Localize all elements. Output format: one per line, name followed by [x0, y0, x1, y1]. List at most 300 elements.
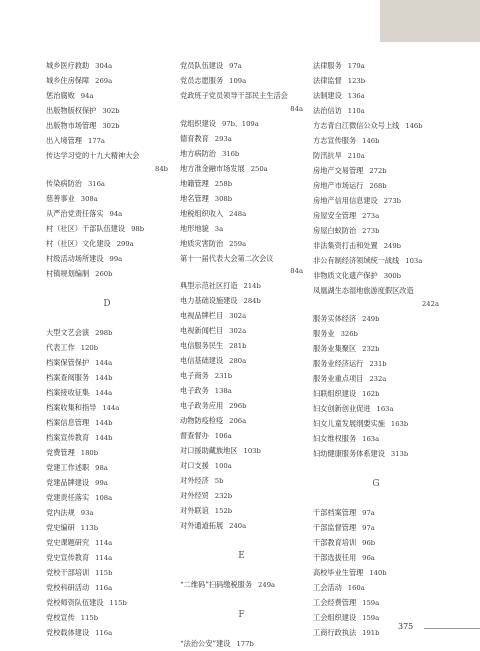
- entry-page-ref: 302b: [102, 107, 120, 115]
- entry-page-ref: 144a: [95, 358, 113, 367]
- entry-term: 电子政务应用: [180, 401, 224, 411]
- entry-term: 工会活动: [313, 582, 342, 592]
- index-entry: [313, 552, 375, 564]
- entry-term: 城乡住房保障: [46, 76, 90, 85]
- entry-term: 档案查阅服务: [46, 372, 90, 382]
- entry-term: 党员志愿服务: [180, 76, 224, 85]
- index-entry: [180, 133, 232, 145]
- entry-page-ref: 159a: [362, 598, 380, 607]
- entry-page-ref: 163b: [390, 419, 409, 428]
- entry-term: 党建品牌建设: [46, 477, 90, 487]
- index-entry: [313, 612, 379, 624]
- entry-term: 村（社区）文化建设: [46, 238, 111, 248]
- index-entry: [180, 280, 261, 292]
- index-entry: [46, 372, 112, 384]
- entry-page-ref: 214b: [243, 282, 261, 291]
- index-entry: [313, 373, 386, 385]
- entry-page-ref: 144a: [102, 403, 120, 412]
- section-letter: D: [103, 298, 111, 309]
- entry-term: 档案收集和指导: [46, 402, 97, 412]
- entry-page-ref: 248a: [229, 209, 247, 218]
- index-entry: [46, 612, 98, 624]
- entry-page-ref: 302a: [229, 312, 247, 321]
- entry-term: 电子政务: [180, 386, 209, 396]
- entry-page-ref: 231b: [214, 372, 233, 381]
- index-entry: [46, 208, 122, 220]
- entry-page-ref: 300b: [383, 272, 402, 280]
- index-entry: [46, 178, 105, 190]
- index-entry: [313, 165, 387, 177]
- entry-page-ref: 100a: [214, 462, 232, 471]
- entry-term: 惩治腐败: [46, 91, 75, 100]
- index-entry: [313, 448, 408, 460]
- entry-page-ref: 273a: [362, 212, 380, 220]
- entry-term: 电视品牌栏目: [180, 311, 224, 321]
- entry-term: 凤凰湖生态湿地旅游度假区改造: [313, 286, 414, 295]
- index-entry: [180, 355, 246, 367]
- entry-page-ref: 308b: [214, 194, 233, 203]
- entry-page-ref: 273b: [362, 227, 380, 235]
- entry-term: 非物质文化遗产保护: [313, 271, 378, 280]
- entry-page-ref: 96a: [362, 553, 375, 562]
- entry-page-ref: 299a: [116, 239, 134, 248]
- entry-page-ref: 84b: [155, 164, 168, 173]
- index-entry: [313, 270, 401, 282]
- index-entry: [180, 370, 232, 382]
- entry-page-ref: 206a: [229, 417, 247, 426]
- index-entry: [180, 340, 246, 352]
- index-entry: [313, 313, 379, 325]
- entry-page-ref: 268b: [369, 182, 387, 190]
- entry-page-ref: 114a: [95, 553, 113, 562]
- entry-term: 服务业集聚区: [313, 343, 357, 353]
- entry-term: 干部教育培训: [313, 537, 357, 547]
- index-entry: [46, 507, 93, 519]
- entry-page-ref: 160a: [347, 583, 365, 592]
- index-entry: [180, 295, 261, 307]
- index-entry: [313, 582, 365, 594]
- entry-page-ref: 99a: [95, 478, 108, 487]
- index-entry: [46, 238, 134, 250]
- index-entry: [313, 195, 401, 207]
- section-letter: F: [238, 610, 245, 621]
- entry-page-ref: 103b: [243, 447, 261, 456]
- entry-page-ref: 84a: [290, 267, 303, 276]
- index-entry: [313, 255, 422, 267]
- index-entry: [313, 90, 365, 102]
- index-entry: [46, 597, 127, 609]
- index-entry: [180, 415, 246, 427]
- entry-page-ref: 140b: [369, 568, 387, 577]
- index-entry: [313, 150, 365, 162]
- entry-term: 地方准金融市场发展: [180, 163, 245, 173]
- entry-term: 村镇规划编制: [46, 268, 90, 278]
- index-entry: [46, 402, 119, 414]
- entry-term: 干部监督管理: [313, 522, 357, 532]
- entry-page-ref: 210a: [347, 152, 365, 160]
- index-entry: [46, 357, 112, 369]
- entry-term: “法治公安”建设: [180, 639, 231, 649]
- entry-term: 党政班子党员领导干部民主生活会: [180, 91, 288, 100]
- index-entry: [180, 505, 232, 517]
- entry-page-ref: 115b: [80, 613, 99, 622]
- entry-term: 对外联谊: [180, 506, 209, 516]
- entry-term: 督查督办: [180, 431, 209, 441]
- index-entry: [46, 477, 108, 489]
- entry-page-ref: 250a: [250, 164, 268, 173]
- entry-page-ref: 96b: [362, 538, 376, 547]
- entry-page-ref: 191b: [362, 628, 380, 637]
- index-entry: [313, 240, 401, 252]
- entry-page-ref: 326b: [340, 329, 358, 338]
- index-entry: [313, 210, 379, 222]
- index-entry: [180, 445, 261, 457]
- entry-term: 妇联组织建设: [313, 388, 357, 398]
- entry-term: 党费管理: [46, 447, 75, 457]
- index-entry: [46, 268, 112, 280]
- entry-page-ref: 99a: [109, 254, 123, 263]
- index-entry: [313, 418, 408, 430]
- entry-term: 法律监督: [313, 76, 342, 85]
- index-entry: [313, 225, 379, 237]
- entry-page-ref: 302b: [102, 122, 120, 130]
- entry-page-ref: 146b: [362, 137, 380, 145]
- entry-term: 档案保管保护: [46, 357, 90, 367]
- entry-page-ref: 116a: [95, 628, 113, 637]
- entry-page-ref: 103a: [405, 257, 423, 265]
- index-entry: [313, 180, 387, 192]
- entry-term: 工商行政执法: [313, 627, 357, 637]
- entry-page-ref: 5b: [214, 477, 224, 486]
- index-entry: [46, 135, 105, 147]
- entry-page-ref: 316b: [221, 149, 240, 158]
- entry-page-ref: 106a: [214, 432, 232, 441]
- entry-term: 党校科研活动: [46, 582, 90, 592]
- entry-term: 妇女创新创业促进: [313, 403, 371, 413]
- entry-page-ref: 179a: [347, 62, 365, 70]
- entry-page-ref: 242a: [421, 299, 439, 308]
- entry-term: 德育教育: [180, 133, 209, 143]
- entry-page-ref: 258b: [214, 179, 233, 188]
- entry-term: 非法集资打击和处置: [313, 241, 378, 250]
- index-entry: [180, 118, 259, 130]
- index-entry: [313, 522, 375, 534]
- entry-page-ref: 308a: [80, 194, 98, 203]
- entry-term: 服务业重点项目: [313, 373, 364, 383]
- index-entry: [46, 537, 112, 549]
- index-entry: [46, 417, 112, 429]
- index-entry: [180, 310, 246, 322]
- entry-term: 房地产交易管理: [313, 166, 364, 175]
- index-entry: [46, 342, 98, 354]
- entry-term: 电子商务: [180, 371, 209, 381]
- index-entry: [46, 223, 144, 235]
- entry-term: 地籍管理: [180, 178, 209, 188]
- entry-term: 对外通道拓展: [180, 521, 224, 531]
- entry-term: 服务实体经济: [313, 313, 357, 323]
- entry-page-ref: 94a: [109, 209, 123, 218]
- entry-page-ref: 115b: [109, 598, 127, 607]
- entry-page-ref: 316a: [87, 179, 105, 188]
- entry-term: 党内法规: [46, 507, 75, 517]
- index-entry: [313, 597, 379, 609]
- entry-term: 党员队伍建设: [180, 61, 224, 70]
- index-entry: [46, 327, 112, 339]
- index-entry: [180, 400, 246, 412]
- entry-page-ref: 249b: [383, 242, 402, 250]
- entry-term: 房地产市场运行: [313, 181, 364, 190]
- entry-term: 妇女维权服务: [313, 433, 357, 443]
- entry-term: 党史宣传教育: [46, 552, 90, 562]
- entry-term: 法制建设: [313, 91, 342, 100]
- entry-term: 对外经济: [180, 476, 209, 486]
- entry-term: 党组织建设: [180, 118, 216, 128]
- index-entry: [46, 462, 108, 474]
- index-entry: [180, 60, 242, 72]
- entry-term: 高校毕业生管理: [313, 567, 364, 577]
- entry-term: “二维码”扫码缴税服务: [180, 580, 253, 590]
- index-entry: [313, 343, 379, 355]
- entry-page-ref: 3a: [214, 224, 224, 233]
- index-entry: [313, 135, 379, 147]
- entry-page-ref: 98b: [131, 224, 145, 233]
- entry-term: 代表工作: [46, 342, 75, 352]
- index-entry: [180, 579, 275, 591]
- index-entry: [313, 358, 387, 370]
- index-entry: [313, 60, 365, 72]
- entry-term: 防汛抗旱: [313, 151, 342, 160]
- entry-page-ref: 110a: [347, 107, 365, 115]
- entry-term: 电力基础设施建设: [180, 296, 238, 306]
- entry-term: 出入境管理: [46, 136, 82, 145]
- entry-term: 方志青白江微信公众号上线: [313, 121, 400, 130]
- index-entry: [46, 627, 112, 639]
- entry-term: 服务业经济运行: [313, 358, 364, 368]
- entry-page-ref: 159a: [362, 613, 380, 622]
- index-entry: [180, 475, 223, 487]
- index-entry: [46, 552, 112, 564]
- entry-page-ref: 259a: [229, 239, 247, 248]
- entry-term: 党建工作述职: [46, 462, 90, 472]
- entry-page-ref: 162b: [362, 389, 380, 398]
- entry-term: 党史编研: [46, 522, 75, 532]
- entry-page-ref: 298b: [95, 328, 113, 337]
- index-entry: [180, 90, 303, 115]
- entry-term: 方志宣传服务: [313, 136, 357, 145]
- entry-page-ref: 296b: [229, 402, 247, 411]
- entry-page-ref: 97b、109a: [221, 119, 259, 128]
- entry-page-ref: 231b: [369, 359, 387, 368]
- index-entry: [46, 150, 168, 175]
- entry-page-ref: 163a: [362, 434, 380, 443]
- index-entry: [180, 75, 246, 87]
- entry-page-ref: 94a: [80, 92, 94, 100]
- entry-page-ref: 84a: [290, 104, 303, 113]
- entry-term: 工会组织建设: [313, 612, 357, 622]
- index-entry: [180, 325, 246, 337]
- entry-term: 工会经费管理: [313, 597, 357, 607]
- entry-page-ref: 123b: [347, 77, 366, 85]
- entry-term: 城乡医疗救助: [46, 61, 90, 70]
- index-entry: [46, 253, 122, 265]
- entry-term: 房屋安全管理: [313, 211, 357, 220]
- index-entry: [313, 567, 387, 579]
- index-entry: [46, 492, 112, 504]
- index-entry: [313, 433, 379, 445]
- entry-term: 电信基础建设: [180, 356, 224, 366]
- index-entry: [180, 193, 232, 205]
- entry-term: 传达学习党的十九大精神大会: [46, 151, 140, 160]
- entry-term: 妇幼健康服务体系建设: [313, 448, 385, 458]
- index-entry: [313, 105, 365, 117]
- entry-term: 服务业: [313, 328, 335, 338]
- entry-term: 典型示范社区打造: [180, 281, 238, 291]
- index-entry: [46, 447, 98, 459]
- entry-page-ref: 97a: [229, 62, 242, 70]
- index-entry: [46, 567, 112, 579]
- entry-page-ref: 293a: [214, 134, 232, 143]
- index-entry: [180, 223, 223, 235]
- entry-page-ref: 114a: [95, 538, 113, 547]
- entry-term: 法治信访: [313, 106, 342, 115]
- entry-term: 干部档案管理: [313, 507, 357, 517]
- entry-page-ref: 240a: [229, 522, 247, 531]
- entry-term: 地形地貌: [180, 223, 209, 233]
- entry-term: 地质灾害防治: [180, 238, 224, 248]
- section-letter: G: [372, 478, 380, 489]
- entry-page-ref: 280a: [229, 357, 247, 366]
- index-entry: [46, 105, 120, 117]
- entry-term: 慈善事业: [46, 193, 75, 203]
- entry-page-ref: 152b: [214, 507, 233, 516]
- entry-page-ref: 232b: [214, 492, 233, 501]
- index-entry: [180, 490, 232, 502]
- entry-page-ref: 304a: [95, 62, 113, 70]
- index-entry: [313, 403, 394, 415]
- entry-page-ref: 269a: [95, 77, 113, 85]
- entry-page-ref: 98a: [95, 463, 108, 472]
- entry-term: 对外经贸: [180, 491, 209, 501]
- entry-term: 党建责任落实: [46, 492, 90, 502]
- index-entry: [180, 430, 232, 442]
- entry-page-ref: 138a: [214, 387, 232, 396]
- index-entry: [46, 75, 112, 87]
- index-entry: [180, 178, 232, 190]
- index-entry: [46, 60, 112, 72]
- index-entry: [313, 388, 379, 400]
- index-entry: [46, 522, 98, 534]
- index-entry: [46, 120, 120, 132]
- entry-page-ref: 177b: [236, 640, 254, 649]
- entry-page-ref: 97a: [362, 508, 375, 517]
- entry-page-ref: 272b: [369, 167, 387, 175]
- index-entry: [180, 638, 254, 650]
- entry-page-ref: 115b: [95, 568, 113, 577]
- page-number: 375: [398, 622, 414, 631]
- entry-term: 档案宣传教育: [46, 432, 90, 442]
- entry-term: 非公有制经济领域统一战线: [313, 256, 400, 265]
- entry-page-ref: 302a: [229, 327, 247, 336]
- entry-page-ref: 120b: [80, 343, 99, 352]
- entry-term: 档案接收征集: [46, 387, 90, 397]
- entry-page-ref: 144b: [95, 418, 113, 427]
- index-entry: [180, 163, 268, 175]
- header-bar: [380, 0, 480, 42]
- entry-page-ref: 180b: [80, 448, 99, 457]
- index-entry: [313, 120, 423, 132]
- entry-term: 传染病防治: [46, 178, 82, 188]
- entry-page-ref: 144b: [95, 433, 113, 442]
- entry-term: 出版物版权保护: [46, 106, 97, 115]
- entry-term: 房地产信用信息建设: [313, 196, 378, 205]
- index-entry: [313, 75, 365, 87]
- entry-page-ref: 313b: [390, 449, 409, 458]
- index-entry: [180, 238, 246, 250]
- entry-term: 党校宣传: [46, 612, 75, 622]
- entry-term: 法律服务: [313, 61, 342, 70]
- entry-page-ref: 281b: [229, 342, 247, 351]
- index-entry: [313, 285, 439, 310]
- entry-page-ref: 177a: [87, 137, 105, 145]
- entry-page-ref: 249b: [362, 314, 380, 323]
- index-entry: [313, 507, 375, 519]
- index-entry: [313, 537, 375, 549]
- entry-page-ref: 109a: [229, 77, 247, 85]
- section-letter: E: [238, 551, 245, 562]
- entry-term: 电视新闻栏目: [180, 326, 224, 336]
- entry-page-ref: 249a: [258, 581, 276, 590]
- entry-page-ref: 93a: [80, 508, 94, 517]
- entry-term: 出版物市场管理: [46, 121, 97, 130]
- entry-term: 党史课题研究: [46, 537, 90, 547]
- entry-page-ref: 97a: [362, 523, 375, 532]
- entry-term: 党校载体建设: [46, 627, 90, 637]
- index-entry: [180, 148, 239, 160]
- entry-page-ref: 113b: [80, 523, 99, 532]
- entry-page-ref: 284b: [243, 297, 261, 306]
- index-entry: [313, 328, 358, 340]
- entry-page-ref: 273b: [383, 197, 402, 205]
- entry-term: 房屋白蚁防治: [313, 226, 357, 235]
- entry-term: 对口援助藏族地区: [180, 446, 238, 456]
- entry-term: 第十一届代表大会第二次会议: [180, 253, 274, 263]
- footer-rule: [424, 628, 480, 629]
- index-entry: [180, 460, 232, 472]
- entry-page-ref: 232b: [362, 344, 380, 353]
- index-entry: [313, 627, 379, 639]
- index-entry: [180, 385, 232, 397]
- index-entry: [180, 253, 303, 278]
- entry-page-ref: 260b: [95, 269, 113, 278]
- index-entry: [46, 432, 112, 444]
- entry-term: 对口支援: [180, 461, 209, 471]
- entry-term: 动物防疫检疫: [180, 416, 224, 426]
- entry-term: 地名管理: [180, 193, 209, 203]
- entry-page-ref: 144b: [95, 373, 113, 382]
- index-entry: [180, 208, 246, 220]
- entry-page-ref: 116a: [95, 583, 113, 592]
- entry-term: 地税组织收入: [180, 208, 224, 218]
- entry-term: 党校师资队伍建设: [46, 597, 104, 607]
- index-entry: [180, 520, 246, 532]
- entry-term: 档案信息管理: [46, 417, 90, 427]
- entry-term: 大型文艺会演: [46, 327, 90, 337]
- entry-term: 妇女儿童发展纲要实施: [313, 418, 385, 428]
- entry-term: 电信服务民生: [180, 341, 224, 351]
- entry-term: 从严治党责任落实: [46, 208, 104, 218]
- index-entry: [46, 387, 112, 399]
- entry-term: 地方病防治: [180, 148, 216, 158]
